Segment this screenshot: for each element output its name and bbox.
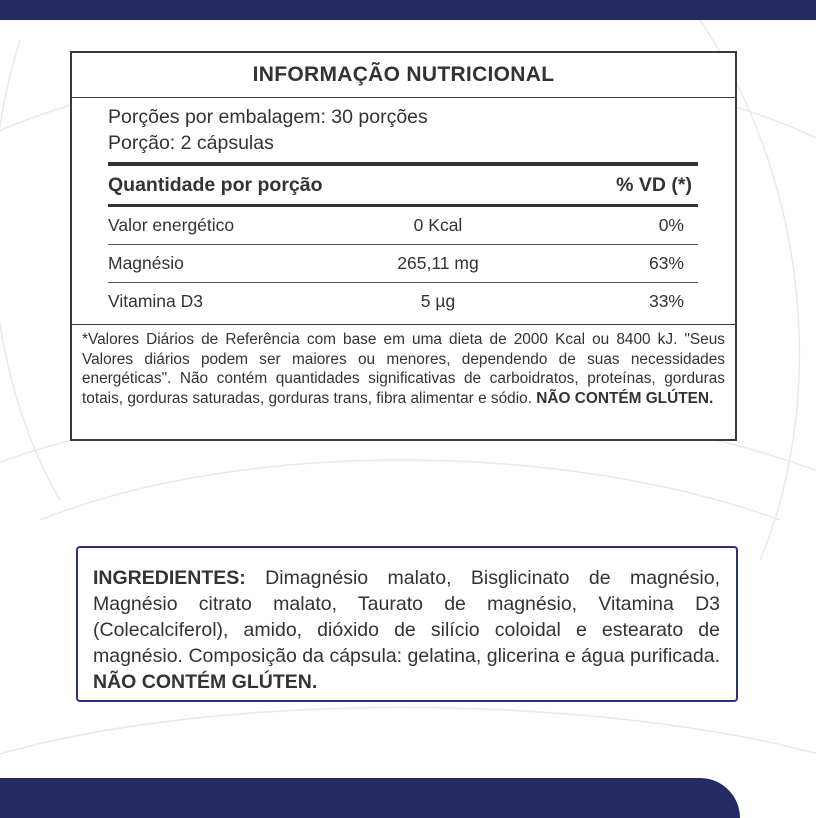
- nutrient-amount: 265,11 mg: [397, 253, 479, 273]
- serving-size: Porção: 2 cápsulas: [108, 132, 274, 154]
- nutrient-dv: 0%: [658, 215, 684, 235]
- nutrition-footnote: [72, 324, 735, 408]
- header-quantity: Quantidade por porção: [108, 173, 323, 196]
- nutrition-header-row: [108, 166, 698, 207]
- servings-per-package: Porções por embalagem: 30 porções: [108, 106, 428, 128]
- table-row: [108, 207, 698, 245]
- ingredients-label: INGREDIENTES:: [93, 567, 246, 589]
- nutrient-dv: 33%: [648, 291, 684, 311]
- nutrition-title: INFORMAÇÃO NUTRICIONAL: [72, 53, 735, 98]
- nutrition-facts-table: [70, 51, 737, 441]
- gluten-free-notice: NÃO CONTÉM GLÚTEN.: [536, 389, 714, 407]
- ingredients-gluten-notice: NÃO CONTÉM GLÚTEN.: [93, 671, 318, 693]
- table-row: [108, 245, 698, 283]
- ingredients-box: [76, 546, 738, 702]
- nutrient-name: Valor energético: [108, 215, 235, 235]
- nutrient-name: Magnésio: [108, 253, 184, 273]
- top-brand-bar: [0, 0, 816, 20]
- bottom-brand-bar: [0, 778, 740, 818]
- footnote-text: *Valores Diários de Referência com base em uma dieta de 2000 Kcal ou 8400 kJ. "Seus Valores diários podem ser maiores ou menores, dependendo de suas necessidades energéticas". Não contém quantidades significativas de carboidratos, proteínas, gorduras totais, gorduras saturadas, gorduras trans, fibra alimentar e sódio.: [82, 331, 725, 407]
- nutrient-dv: 63%: [648, 253, 684, 273]
- nutrient-name: Vitamina D3: [108, 291, 204, 311]
- serving-info: [72, 98, 735, 156]
- nutrient-amount: 0 Kcal: [413, 215, 463, 235]
- table-row: [108, 283, 698, 320]
- nutrient-amount: 5 µg: [420, 291, 456, 311]
- header-daily-value: % VD (*): [616, 173, 692, 196]
- ingredients-text: Dimagnésio malato, Bisglicinato de magnésio, Magnésio citrato malato, Taurato de magnésio, Vitamina D3 (Colecalciferol), amido, dióxido de silício coloidal e estearato de magnésio. Composição da cápsula: gelatina, glicerina e água purificada.: [93, 567, 720, 667]
